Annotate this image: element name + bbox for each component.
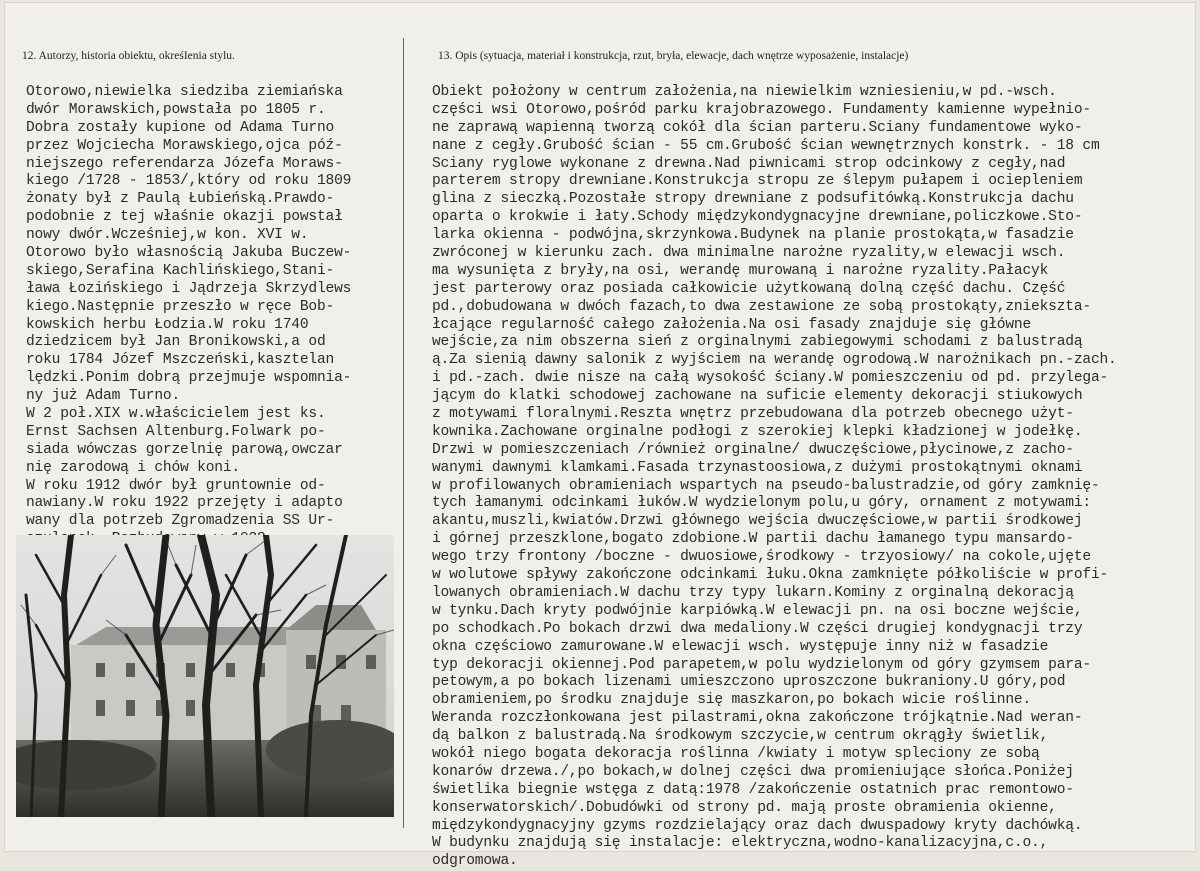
description-line: glina z sieczką.Pozostałe stropy drewniane z podsufitówką.Konstrukcja dachu xyxy=(432,191,1074,208)
description-line: odgromowa. xyxy=(432,853,518,870)
description-line: w profilowanych obramieniach wspartych na pseudo-balustradzie,od góry zamknię- xyxy=(432,477,1100,494)
description-line: z motywami floralnymi.Reszta wnętrz przebudowana dla potrzeb obecnego użyt- xyxy=(432,406,1074,423)
history-line: Ernst Sachsen Altenburg.Folwark po- xyxy=(26,423,326,440)
description-line: parterem stropy drewniane.Konstrukcja stropu ze ślepym pułapem i ociepleniem xyxy=(432,173,1083,190)
history-line: skiego,Serafina Kachlińskiego,Stani- xyxy=(26,262,335,279)
manor-photo-drawing xyxy=(16,535,394,817)
description-line: i górnej przeszklone,bogato zdobione.W partii dachu łamanego typu mansardo- xyxy=(432,531,1074,548)
description-line: Drzwi w pomieszczeniach /również orginalne/ dwuczęściowe,płycinowe,z zacho- xyxy=(432,441,1074,458)
description-line: ą.Za sienią dawny salonik z wyjściem na werandę ogrodową.W narożnikach pn.-zach. xyxy=(432,352,1117,369)
description-line: ma wysunięta z bryły,na osi, werandę murowaną i narożne ryzality.Pałacyk xyxy=(432,262,1049,279)
history-line: nawiany.W roku 1922 przejęty i adapto xyxy=(26,495,343,512)
description-line: międzykondygnacyjny gzyms rozdzielający oraz dach dwuspadowy kryty dachówką. xyxy=(432,817,1083,834)
description-line: ne zaprawą wapienną tworzą cokół dla ścian parteru.Sciany fundamentowe wyko- xyxy=(432,119,1083,136)
description-line: typ dekoracji okiennej.Pod parapetem,w polu wydzielonym od góry gzymsem para- xyxy=(432,656,1091,673)
description-line: oparta o krokwie i łaty.Schody międzykondygnacyjne drewniane,policzkowe.Sto- xyxy=(432,209,1083,226)
history-line: kiego /1728 - 1853/,który od roku 1809 xyxy=(26,173,352,190)
description-line: larka okienna - podwójna,skrzynkowa.Budynek na planie prostokąta,w fasadzie xyxy=(432,227,1074,244)
description-line: lowanych obramieniach.W dachu trzy typy lukarn.Kominy z orginalną dekoracją xyxy=(432,584,1074,601)
description-line: W budynku znajdują się instalacje: elektryczna,wodno-kanalizacyjna,c.o., xyxy=(432,835,1049,852)
description-line: wejście,za nim obszerna sień z orginalnymi zabiegowymi schodami z balustradą xyxy=(432,334,1083,351)
description-line: petowym,a po bokach lizenami umieszczono uproszczone bukraniony.U góry,pod xyxy=(432,674,1066,691)
column-divider xyxy=(403,38,404,828)
history-line: wany dla potrzeb Zgromadzenia SS Ur- xyxy=(26,513,335,530)
history-line: kiego.Następnie przeszło w ręce Bob- xyxy=(26,298,335,315)
description-line: świetlika biegnie wstęga z datą:1978 /zakończenie ostatnich prac remontowo- xyxy=(432,781,1074,798)
description-line: tych łamanymi odcinkami łuków.W wydzielonym polu,u góry, ornament z motywami: xyxy=(432,495,1091,512)
description-text xyxy=(432,84,1117,871)
description-line: i pd.-zach. dwie nisze na całą wysokość ściany.W pomieszczeniu od pd. przylega- xyxy=(432,370,1109,387)
description-line: dą balkon z balustradą.Na środkowym szczycie,w centrum okrągły świetlik, xyxy=(432,728,1049,745)
description-line: konarów drzewa./,po bokach,w dolnej części dwa promieniujące słońca.Poniżej xyxy=(432,763,1074,780)
history-line: ny już Adam Turno. xyxy=(26,388,181,405)
history-line: ława Łozińskiego i Jądrzeja Skrzydlews xyxy=(26,280,352,297)
section-13-header: 13. Opis (sytuacja, materiał i konstrukcja, rzut, bryła, elewacje, dach wnętrze wyposażenie, instalacje) xyxy=(438,50,909,62)
description-line: konserwatorskich/.Dobudówki od strony pd. mają proste obramienia okienne, xyxy=(432,799,1057,816)
description-line: obramieniem,po środku znajduje się maszkaron,po bokach wicie roślinne. xyxy=(432,692,1032,709)
history-line: przez Wojciecha Morawskiego,ojca póź- xyxy=(26,137,343,154)
history-line: kowskich herbu Łodzia.W roku 1740 xyxy=(26,316,309,333)
history-line: żonaty był z Paulą Łubieńską.Prawdo- xyxy=(26,191,335,208)
history-line: nię zarodową i chów koni. xyxy=(26,459,240,476)
description-line: Weranda rozczłonkowana jest pilastrami,okna zakończone trójkątnie.Nad weran- xyxy=(432,710,1083,727)
history-text xyxy=(26,84,351,549)
description-line: jest parterowy oraz posiada całkowicie użytkowaną dolną część dachu. Część xyxy=(432,280,1066,297)
inventory-card xyxy=(4,2,1196,870)
description-line: Obiekt położony w centrum założenia,na niewielkim wzniesieniu,w pd.-wsch. xyxy=(432,84,1057,100)
description-line: wego trzy frontony /boczne - dwuosiowe,środkowy - trzyosiowy/ na cokole,ujęte xyxy=(432,549,1091,566)
history-line: Dobra zostały kupione od Adama Turno xyxy=(26,119,335,136)
history-line: lędzki.Ponim dobrą przejmuje wspomnia- xyxy=(26,370,352,387)
description-line: części wsi Otorowo,pośród parku krajobrazowego. Fundamenty kamienne wypełnio- xyxy=(432,101,1091,118)
history-line: podobnie z tej właśnie okazji powstał xyxy=(26,209,343,226)
manor-photograph xyxy=(16,535,394,817)
history-line: nowy dwór.Wcześniej,w kon. XVI w. xyxy=(26,227,309,244)
history-line: roku 1784 Józef Mszczeński,kasztelan xyxy=(26,352,335,369)
history-line: niejszego referendarza Józefa Moraws- xyxy=(26,155,343,172)
history-line: W 2 poł.XIX w.właścicielem jest ks. xyxy=(26,406,326,423)
history-line: Otorowo,niewielka siedziba ziemiańska xyxy=(26,84,343,100)
description-line: wanymi dawnymi klamkami.Fasada trzynastoosiowa,z dużymi prostokątnymi oknami xyxy=(432,459,1083,476)
history-line: Otorowo było własnością Jakuba Buczew- xyxy=(26,245,352,262)
description-line: pd.,dobudowana w dwóch fazach,to dwa zestawione ze sobą prostokąty,zniekszta- xyxy=(432,298,1091,315)
description-line: jącym do klatki schodowej zachowane na suficie elementy dekoracji stiukowych xyxy=(432,388,1083,405)
description-line: w tynku.Dach kryty podwójnie karpiówką.W elewacji pn. na osi boczne wejście, xyxy=(432,602,1083,619)
description-line: zwróconej w kierunku zach. dwa minimalne narożne ryzality,w elewacji wsch. xyxy=(432,245,1066,262)
description-line: po schodkach.Po bokach drzwi dwa medaliony.W części drugiej kondygnacji trzy xyxy=(432,620,1083,637)
description-line: w wolutowe spływy zakończone odcinkami łuku.Okna zamknięte półkoliście w profi- xyxy=(432,567,1109,584)
description-line: wokół niego bogata dekoracja roślinna /kwiaty i motyw spleciony ze sobą xyxy=(432,745,1040,762)
description-line: Sciany ryglowe wykonane z drewna.Nad piwnicami strop odcinkowy z cegły,nad xyxy=(432,155,1066,172)
history-line: siada wówczas gorzelnię parową,owczar xyxy=(26,441,343,458)
section-12-header: 12. Autorzy, historia obiektu, okreśIenia stylu. xyxy=(22,50,235,62)
history-line: dziedzicem był Jan Bronikowski,a od xyxy=(26,334,326,351)
description-line: akantu,muszli,kwiatów.Drzwi głównego wejścia dwuczęściowe,w partii środkowej xyxy=(432,513,1083,530)
description-line: łcające regularność całego założenia.Na osi fasady znajduje się główne xyxy=(432,316,1032,333)
history-line: dwór Morawskich,powstała po 1805 r. xyxy=(26,101,326,118)
history-line: W roku 1912 dwór był gruntownie od- xyxy=(26,477,326,494)
description-line: okna częściowo zamurowane.W elewacji wsch. występuje inny niż w fasadzie xyxy=(432,638,1049,655)
description-line: nane z cegły.Grubość ścian - 55 cm.Grubość ścian wewnętrznych konstrk. - 18 cm xyxy=(432,137,1100,154)
description-line: kownika.Zachowane orginalne podłogi z szerokiej klepki kładzionej w jodełkę. xyxy=(432,423,1083,440)
